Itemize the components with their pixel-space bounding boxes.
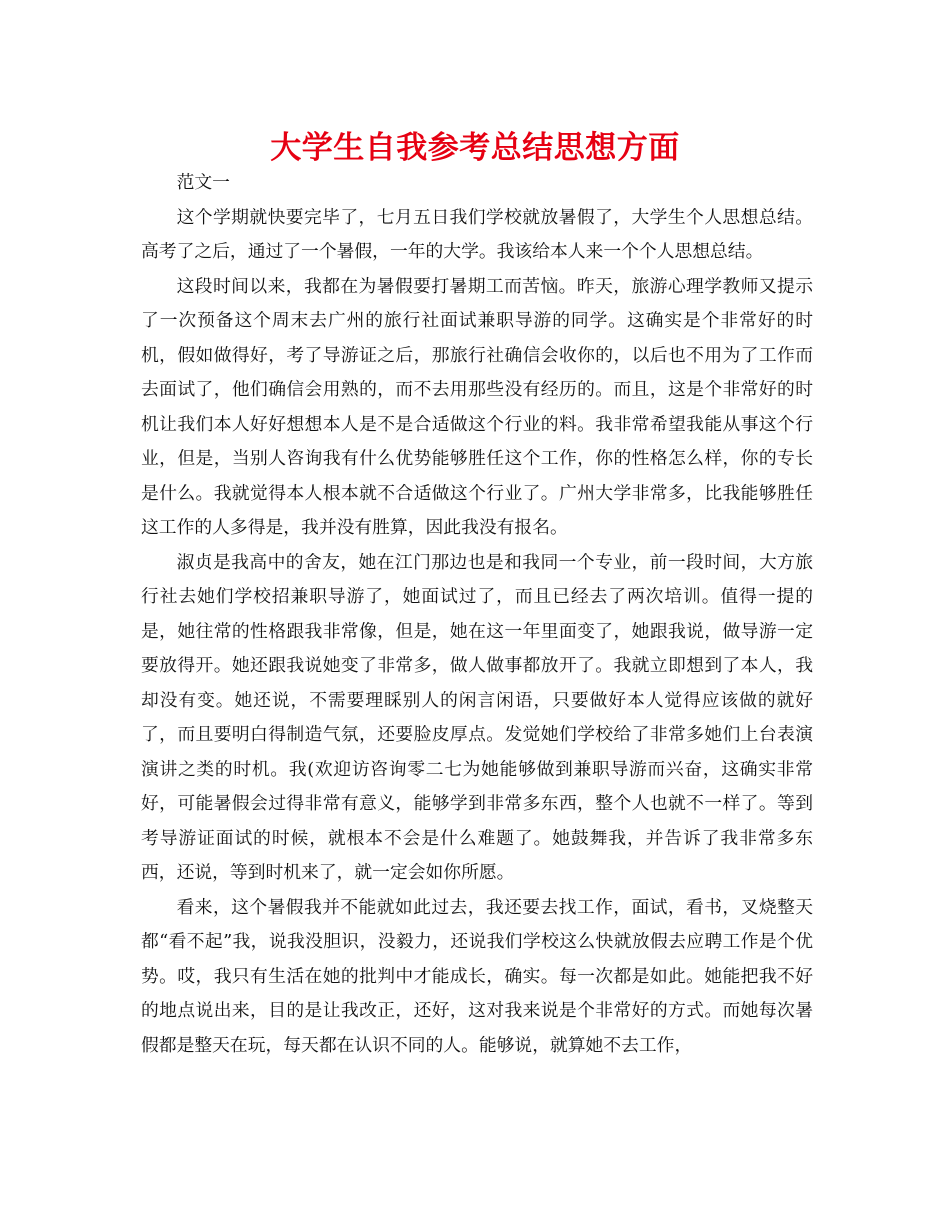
- paragraph-3: 淑贞是我高中的舍友，她在江门那边也是和我同一个专业，前一段时间，大方旅行社去她们学校招兼职导游了，她面试过了，而且已经去了两次培训。值得一提的是，她往常的性格跟我非常像，但是，她在这一年里面变了，她跟我说，做导游一定要放得开。她还跟我说她变了非常多，做人做事都放开了。我就立即想到了本人，我却没有变。她还说，不需要理睬别人的闲言闲语，只要做好本人觉得应该做的就好了，而且要明白得制造气氛，还要脸皮厚点。发觉她们学校给了非常多她们上台表演演讲之类的时机。我(欢迎访咨询零二七为她能够做到兼职导游而兴奋，这确实非常好，可能暑假会过得非常有意义，能够学到非常多东西，整个人也就不一样了。等到考导游证面试的时候，就根本不会是什么难题了。她鼓舞我，并告诉了我非常多东西，还说，等到时机来了，就一定会如你所愿。: [141, 551, 813, 883]
- paragraph-4: 看来，这个暑假我并不能就如此过去，我还要去找工作，面试，看书，叉烧整天都“看不起”我，说我没胆识，没毅力，还说我们学校这么快就放假去应聘工作是个优势。哎，我只有生活在她的批判中才能成长，确实。每一次都是如此。她能把我不好的地点说出来，目的是让我改正，还好，这对我来说是个非常好的方式。而她每次暑假都是整天在玩，每天都在认识不同的人。能够说，就算她不去工作，: [141, 896, 813, 1056]
- document-body: [141, 166, 813, 1063]
- paragraph-2: 这段时间以来，我都在为暑假要打暑期工而苦恼。昨天，旅游心理学教师又提示了一次预备这个周末去广州的旅行社面试兼职导游的同学。这确实是个非常好的时机，假如做得好，考了导游证之后，那旅行社确信会收你的，以后也不用为了工作而去面试了，他们确信会用熟的，而不去用那些没有经历的。而且，这是个非常好的时机让我们本人好好想想本人是不是合适做这个行业的料。我非常希望我能从事这个行业，但是，当别人咨询我有什么优势能够胜任这个工作，你的性格怎么样，你的专长是什么。我就觉得本人根本就不合适做这个行业了。广州大学非常多，比我能够胜任这工作的人多得是，我并没有胜算，因此我没有报名。: [141, 275, 813, 538]
- paragraph-heading-fanwen: 范文一: [176, 172, 230, 193]
- document-title: 大学生自我参考总结思想方面: [270, 130, 680, 166]
- paragraph-1: 这个学期就快要完毕了，七月五日我们学校就放暑假了，大学生个人思想总结。高考了之后，通过了一个暑假，一年的大学。我该给本人来一个个人思想总结。: [141, 206, 813, 262]
